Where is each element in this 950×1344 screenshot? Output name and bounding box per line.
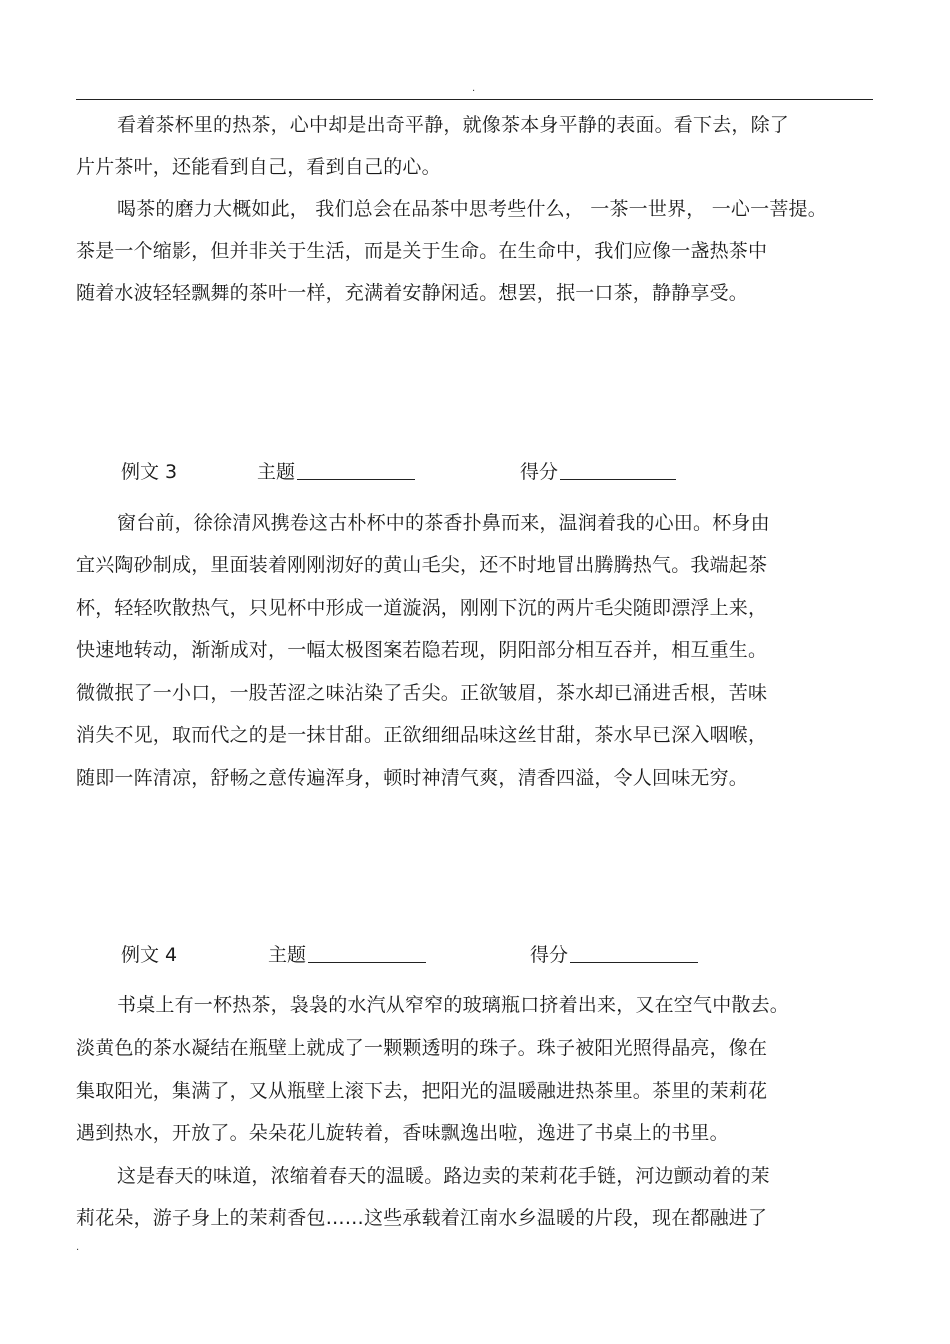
paragraph-line: 茶是一个缩影，但并非关于生活，而是关于生命。在生命中，我们应像一盏热茶中 (76, 240, 768, 262)
paragraph-line: 淡黄色的茶水凝结在瓶壁上就成了一颗颗透明的珠子。珠子被阳光照得晶亮，像在 (76, 1037, 768, 1059)
example3-label: 例文 3 (121, 461, 178, 483)
paragraph-line: 随着水波轻轻飘舞的茶叶一样，充满着安静闲适。想罢，抿一口茶，静静享受。 (76, 282, 749, 304)
example4-score (530, 943, 698, 967)
header-mark: . (472, 83, 476, 94)
paragraph-line: 随即一阵清凉，舒畅之意传遍浑身，顿时神清气爽，清香四溢，令人回味无穷。 (76, 767, 749, 789)
paragraph-line: 杯，轻轻吹散热气，只见杯中形成一道漩涡，刚刚下沉的两片毛尖随即漂浮上来， (76, 597, 768, 619)
paragraph-line: 书桌上有一杯热茶，袅袅的水汽从窄窄的玻璃瓶口挤着出来，又在空气中散去。 (117, 994, 790, 1016)
paragraph-line: 消失不见，取而代之的是一抹甘甜。正欲细细品味这丝甘甜，茶水早已深入咽喉， (76, 724, 768, 746)
score-label: 得分 (520, 461, 559, 483)
example3-topic (257, 460, 415, 484)
topic-label: 主题 (257, 461, 296, 483)
paragraph-line: 窗台前，徐徐清风携卷这古朴杯中的茶香扑鼻而来，温润着我的心田。杯身由 (117, 512, 770, 534)
paragraph-line: 快速地转动，渐渐成对，一幅太极图案若隐若现，阴阳部分相互吞并，相互重生。 (76, 639, 768, 661)
example3-score (520, 460, 676, 484)
example4-label: 例文 4 (121, 944, 178, 966)
paragraph-line: 宜兴陶砂制成，里面装着刚刚沏好的黄山毛尖，还不时地冒出腾腾热气。我端起茶 (76, 554, 768, 576)
paragraph-line: 喝茶的磨力大概如此， 我们总会在品茶中思考些什么， 一茶一世界， 一心一菩提。 (117, 198, 827, 220)
score-blank[interactable] (570, 944, 698, 963)
score-blank[interactable] (560, 461, 676, 480)
footer-mark: . (76, 1242, 80, 1253)
paragraph-line: 片片茶叶，还能看到自己，看到自己的心。 (76, 156, 441, 178)
paragraph-line: 这是春天的味道，浓缩着春天的温暖。路边卖的茉莉花手链，河边颤动着的茉 (117, 1165, 770, 1187)
topic-blank[interactable] (308, 944, 426, 963)
header-rule (76, 99, 873, 100)
paragraph-line: 看着茶杯里的热茶，心中却是出奇平静，就像茶本身平静的表面。看下去，除了 (117, 114, 790, 136)
paragraph-line: 莉花朵，游子身上的茉莉香包……这些承载着江南水乡温暖的片段，现在都融进了 (76, 1207, 768, 1229)
example4-topic (268, 943, 426, 967)
paragraph-line: 遇到热水，开放了。朵朵花儿旋转着，香味飘逸出啦，逸进了书桌上的书里。 (76, 1122, 729, 1144)
paragraph-line: 集取阳光，集满了，又从瓶壁上滚下去，把阳光的温暖融进热茶里。茶里的茉莉花 (76, 1080, 768, 1102)
topic-label: 主题 (268, 944, 307, 966)
paragraph-line: 微微抿了一小口，一股苦涩之味沾染了舌尖。正欲皱眉，茶水却已涌进舌根，苦味 (76, 682, 768, 704)
topic-blank[interactable] (297, 461, 415, 480)
score-label: 得分 (530, 944, 569, 966)
